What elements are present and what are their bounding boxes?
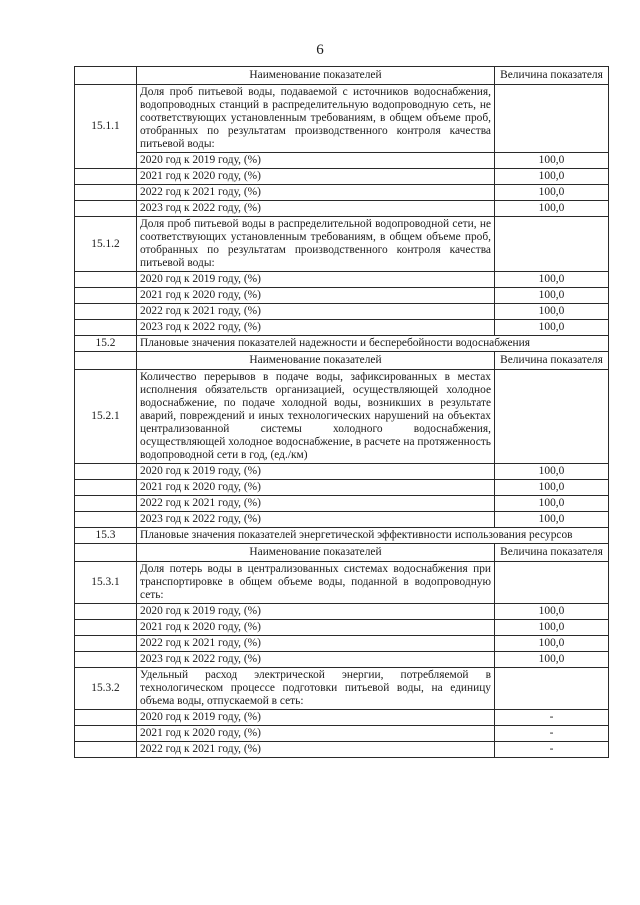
indicator-value-empty <box>495 85 609 153</box>
indicator-number: 15.2.1 <box>75 370 137 464</box>
year-label: 2023 год к 2022 году, (%) <box>137 652 495 668</box>
indicator-row <box>75 562 609 604</box>
header-name-cell: Наименование показателей <box>137 352 495 370</box>
header-name-cell: Наименование показателей <box>137 544 495 562</box>
section-title: Плановые значения показателей энергетической эффективности использования ресурсов <box>137 528 609 544</box>
table-row <box>75 185 609 201</box>
section-number: 15.2 <box>75 336 137 352</box>
indicator-number: 15.1.2 <box>75 217 137 272</box>
indicator-row <box>75 85 609 153</box>
year-value: 100,0 <box>495 652 609 668</box>
table-header-row <box>75 544 609 562</box>
table-row <box>75 480 609 496</box>
table-row <box>75 512 609 528</box>
table-row <box>75 726 609 742</box>
year-label: 2020 год к 2019 году, (%) <box>137 272 495 288</box>
table-row <box>75 636 609 652</box>
indicator-description: Количество перерывов в подаче воды, зафиксированных в местах исполнения обязательств организацией, осуществляющей холодное водоснабжение, по подаче холодной воды, возникших в результате аварий, повреждений и иных технологических нарушений на объектах централизованной системы холодного водоснабжения, осуществляющей холодное водоснабжение, в расчете на протяженность водопроводной сети в год, (ед./км) <box>137 370 495 464</box>
year-value: 100,0 <box>495 464 609 480</box>
indicator-value-empty <box>495 562 609 604</box>
empty-num-cell <box>75 288 137 304</box>
section-number: 15.3 <box>75 528 137 544</box>
empty-num-cell <box>75 604 137 620</box>
indicator-row <box>75 217 609 272</box>
table-row <box>75 652 609 668</box>
year-value: 100,0 <box>495 480 609 496</box>
table-row <box>75 272 609 288</box>
empty-num-cell <box>75 185 137 201</box>
header-value-cell: Величина показателя <box>495 352 609 370</box>
year-label: 2022 год к 2021 году, (%) <box>137 304 495 320</box>
indicator-number: 15.3.1 <box>75 562 137 604</box>
year-value: 100,0 <box>495 201 609 217</box>
indicator-number: 15.1.1 <box>75 85 137 169</box>
indicator-description: Удельный расход электрической энергии, потребляемой в технологическом процессе подготовки питьевой воды, на единицу объема воды, отпускаемой в сеть: <box>137 668 495 710</box>
section-title: Плановые значения показателей надежности и бесперебойности водоснабжения <box>137 336 609 352</box>
header-name-cell: Наименование показателей <box>137 67 495 85</box>
table-row <box>75 620 609 636</box>
page-number: 6 <box>316 42 324 58</box>
indicator-description: Доля проб питьевой воды в распределительной водопроводной сети, не соответствующих установленным требованиям, в общем объеме проб, отобранных по результатам производственного контроля качества питьевой воды: <box>137 217 495 272</box>
year-value: 100,0 <box>495 153 609 169</box>
table-row <box>75 201 609 217</box>
table-row <box>75 153 609 169</box>
empty-num-cell <box>75 496 137 512</box>
table-row <box>75 742 609 758</box>
year-label: 2021 год к 2020 году, (%) <box>137 169 495 185</box>
year-value: 100,0 <box>495 272 609 288</box>
year-value: 100,0 <box>495 496 609 512</box>
empty-num-cell <box>75 480 137 496</box>
indicator-number: 15.3.2 <box>75 668 137 710</box>
header-num-cell <box>75 352 137 370</box>
indicator-description: Доля проб питьевой воды, подаваемой с источников водоснабжения, водопроводных станций в распределительную водопроводную сеть, не соответствующих установленным требованиям, в общем объеме проб, отобранных по результатам производственного контроля качества питьевой воды: <box>137 85 495 153</box>
header-value-cell: Величина показателя <box>495 544 609 562</box>
year-value: - <box>495 726 609 742</box>
empty-num-cell <box>75 636 137 652</box>
year-label: 2023 год к 2022 году, (%) <box>137 512 495 528</box>
header-num-cell <box>75 67 137 85</box>
table-header-row <box>75 352 609 370</box>
table-row <box>75 288 609 304</box>
year-label: 2022 год к 2021 году, (%) <box>137 185 495 201</box>
indicator-description: Доля потерь воды в централизованных системах водоснабжения при транспортировке в общем объеме воды, поданной в водопроводную сеть: <box>137 562 495 604</box>
indicator-value-empty <box>495 217 609 272</box>
year-label: 2021 год к 2020 году, (%) <box>137 726 495 742</box>
year-label: 2023 год к 2022 году, (%) <box>137 201 495 217</box>
indicator-value-empty <box>495 668 609 710</box>
header-num-cell <box>75 544 137 562</box>
section-row <box>75 336 609 352</box>
table-row <box>75 710 609 726</box>
section-row <box>75 528 609 544</box>
empty-num-cell <box>75 652 137 668</box>
table-row <box>75 496 609 512</box>
year-value: 100,0 <box>495 169 609 185</box>
year-value: 100,0 <box>495 604 609 620</box>
table-row <box>75 169 609 185</box>
year-value: 100,0 <box>495 320 609 336</box>
year-label: 2022 год к 2021 году, (%) <box>137 636 495 652</box>
year-label: 2020 год к 2019 году, (%) <box>137 153 495 169</box>
table-header-row <box>75 67 609 85</box>
indicator-value-empty <box>495 370 609 464</box>
year-value: 100,0 <box>495 636 609 652</box>
year-label: 2021 год к 2020 году, (%) <box>137 480 495 496</box>
empty-num-cell <box>75 742 137 758</box>
year-label: 2020 год к 2019 году, (%) <box>137 464 495 480</box>
year-label: 2022 год к 2021 году, (%) <box>137 742 495 758</box>
year-value: 100,0 <box>495 288 609 304</box>
table-row <box>75 464 609 480</box>
year-label: 2020 год к 2019 году, (%) <box>137 710 495 726</box>
empty-num-cell <box>75 726 137 742</box>
table-row <box>75 304 609 320</box>
indicator-row <box>75 370 609 464</box>
table-row <box>75 604 609 620</box>
year-label: 2021 год к 2020 году, (%) <box>137 288 495 304</box>
empty-num-cell <box>75 320 137 336</box>
year-value: 100,0 <box>495 512 609 528</box>
empty-num-cell <box>75 272 137 288</box>
table-row <box>75 320 609 336</box>
year-value: 100,0 <box>495 304 609 320</box>
header-value-cell: Величина показателя <box>495 67 609 85</box>
year-value: - <box>495 742 609 758</box>
empty-num-cell <box>75 169 137 185</box>
year-value: 100,0 <box>495 620 609 636</box>
indicator-row <box>75 668 609 710</box>
empty-num-cell <box>75 512 137 528</box>
empty-num-cell <box>75 710 137 726</box>
year-value: - <box>495 710 609 726</box>
year-label: 2020 год к 2019 году, (%) <box>137 604 495 620</box>
empty-num-cell <box>75 201 137 217</box>
year-label: 2022 год к 2021 году, (%) <box>137 496 495 512</box>
indicators-table <box>74 66 609 758</box>
year-value: 100,0 <box>495 185 609 201</box>
empty-num-cell <box>75 464 137 480</box>
empty-num-cell <box>75 304 137 320</box>
year-label: 2023 год к 2022 году, (%) <box>137 320 495 336</box>
year-label: 2021 год к 2020 году, (%) <box>137 620 495 636</box>
empty-num-cell <box>75 620 137 636</box>
